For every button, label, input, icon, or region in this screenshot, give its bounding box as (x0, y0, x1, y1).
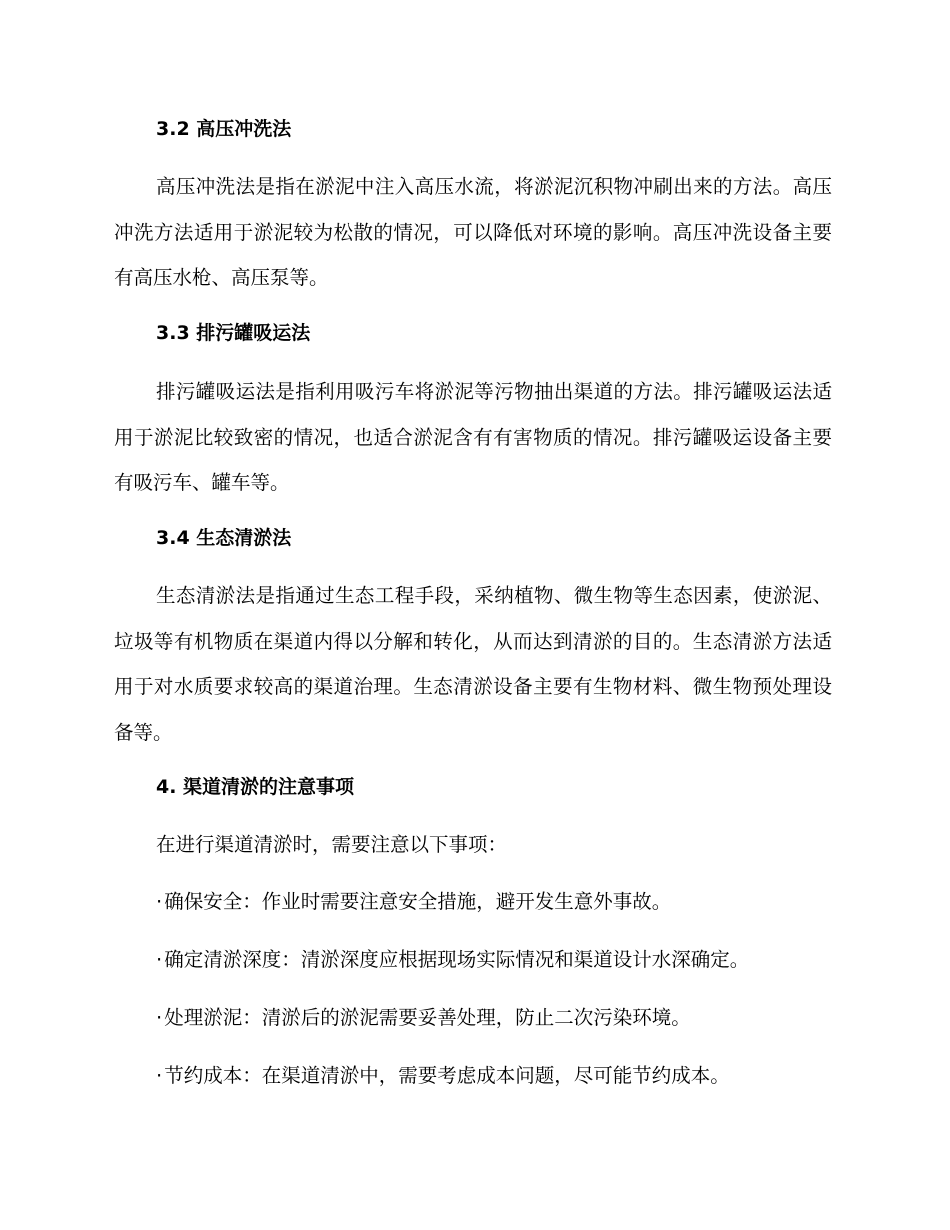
section-heading-3-2: 3.2 高压冲洗法 (156, 118, 292, 140)
section-body-3-4: 生态清淤法是指通过生态工程手段，采纳植物、微生物等生态因素，使淤泥、垃圾等有机物质在渠道内得以分解和转化，从而达到清淤的目的。生态清淤方法适用于对水质要求较高的渠道治理。生态清淤设备主要有生物材料、微生物预处理设备等。 (114, 584, 832, 744)
list-item-text: 确保安全：作业时需要注意安全措施，避开发生意外事故。 (164, 890, 672, 913)
bullet-icon: · (156, 948, 163, 971)
list-item-text: 确定清淤深度：清淤深度应根据现场实际情况和渠道设计水深确定。 (164, 948, 750, 971)
section-heading-3-4: 3.4 生态清淤法 (156, 527, 292, 549)
bullet-icon: · (156, 890, 163, 913)
bullet-icon: · (156, 1006, 163, 1029)
section-intro-4: 在进行渠道清淤时，需要注意以下事项： (156, 833, 508, 856)
section-body-3-2: 高压冲洗法是指在淤泥中注入高压水流，将淤泥沉积物冲刷出来的方法。高压冲洗方法适用于淤泥较为松散的情况，可以降低对环境的影响。高压冲洗设备主要有高压水枪、高压泵等。 (114, 175, 832, 289)
section-heading-3-3: 3.3 排污罐吸运法 (156, 322, 311, 344)
list-item (156, 889, 671, 915)
bullet-icon: · (156, 1064, 163, 1087)
list-item (156, 1063, 730, 1089)
list-item-text: 节约成本：在渠道清淤中，需要考虑成本问题，尽可能节约成本。 (164, 1064, 730, 1087)
section-body-3-3: 排污罐吸运法是指利用吸污车将淤泥等污物抽出渠道的方法。排污罐吸运法适用于淤泥比较致密的情况，也适合淤泥含有有害物质的情况。排污罐吸运设备主要有吸污车、罐车等。 (114, 380, 832, 494)
list-item (156, 1005, 691, 1031)
list-item-text: 处理淤泥：清淤后的淤泥需要妥善处理，防止二次污染环境。 (164, 1006, 691, 1029)
list-item (156, 947, 749, 973)
section-heading-4: 4. 渠道清淤的注意事项 (156, 776, 355, 798)
